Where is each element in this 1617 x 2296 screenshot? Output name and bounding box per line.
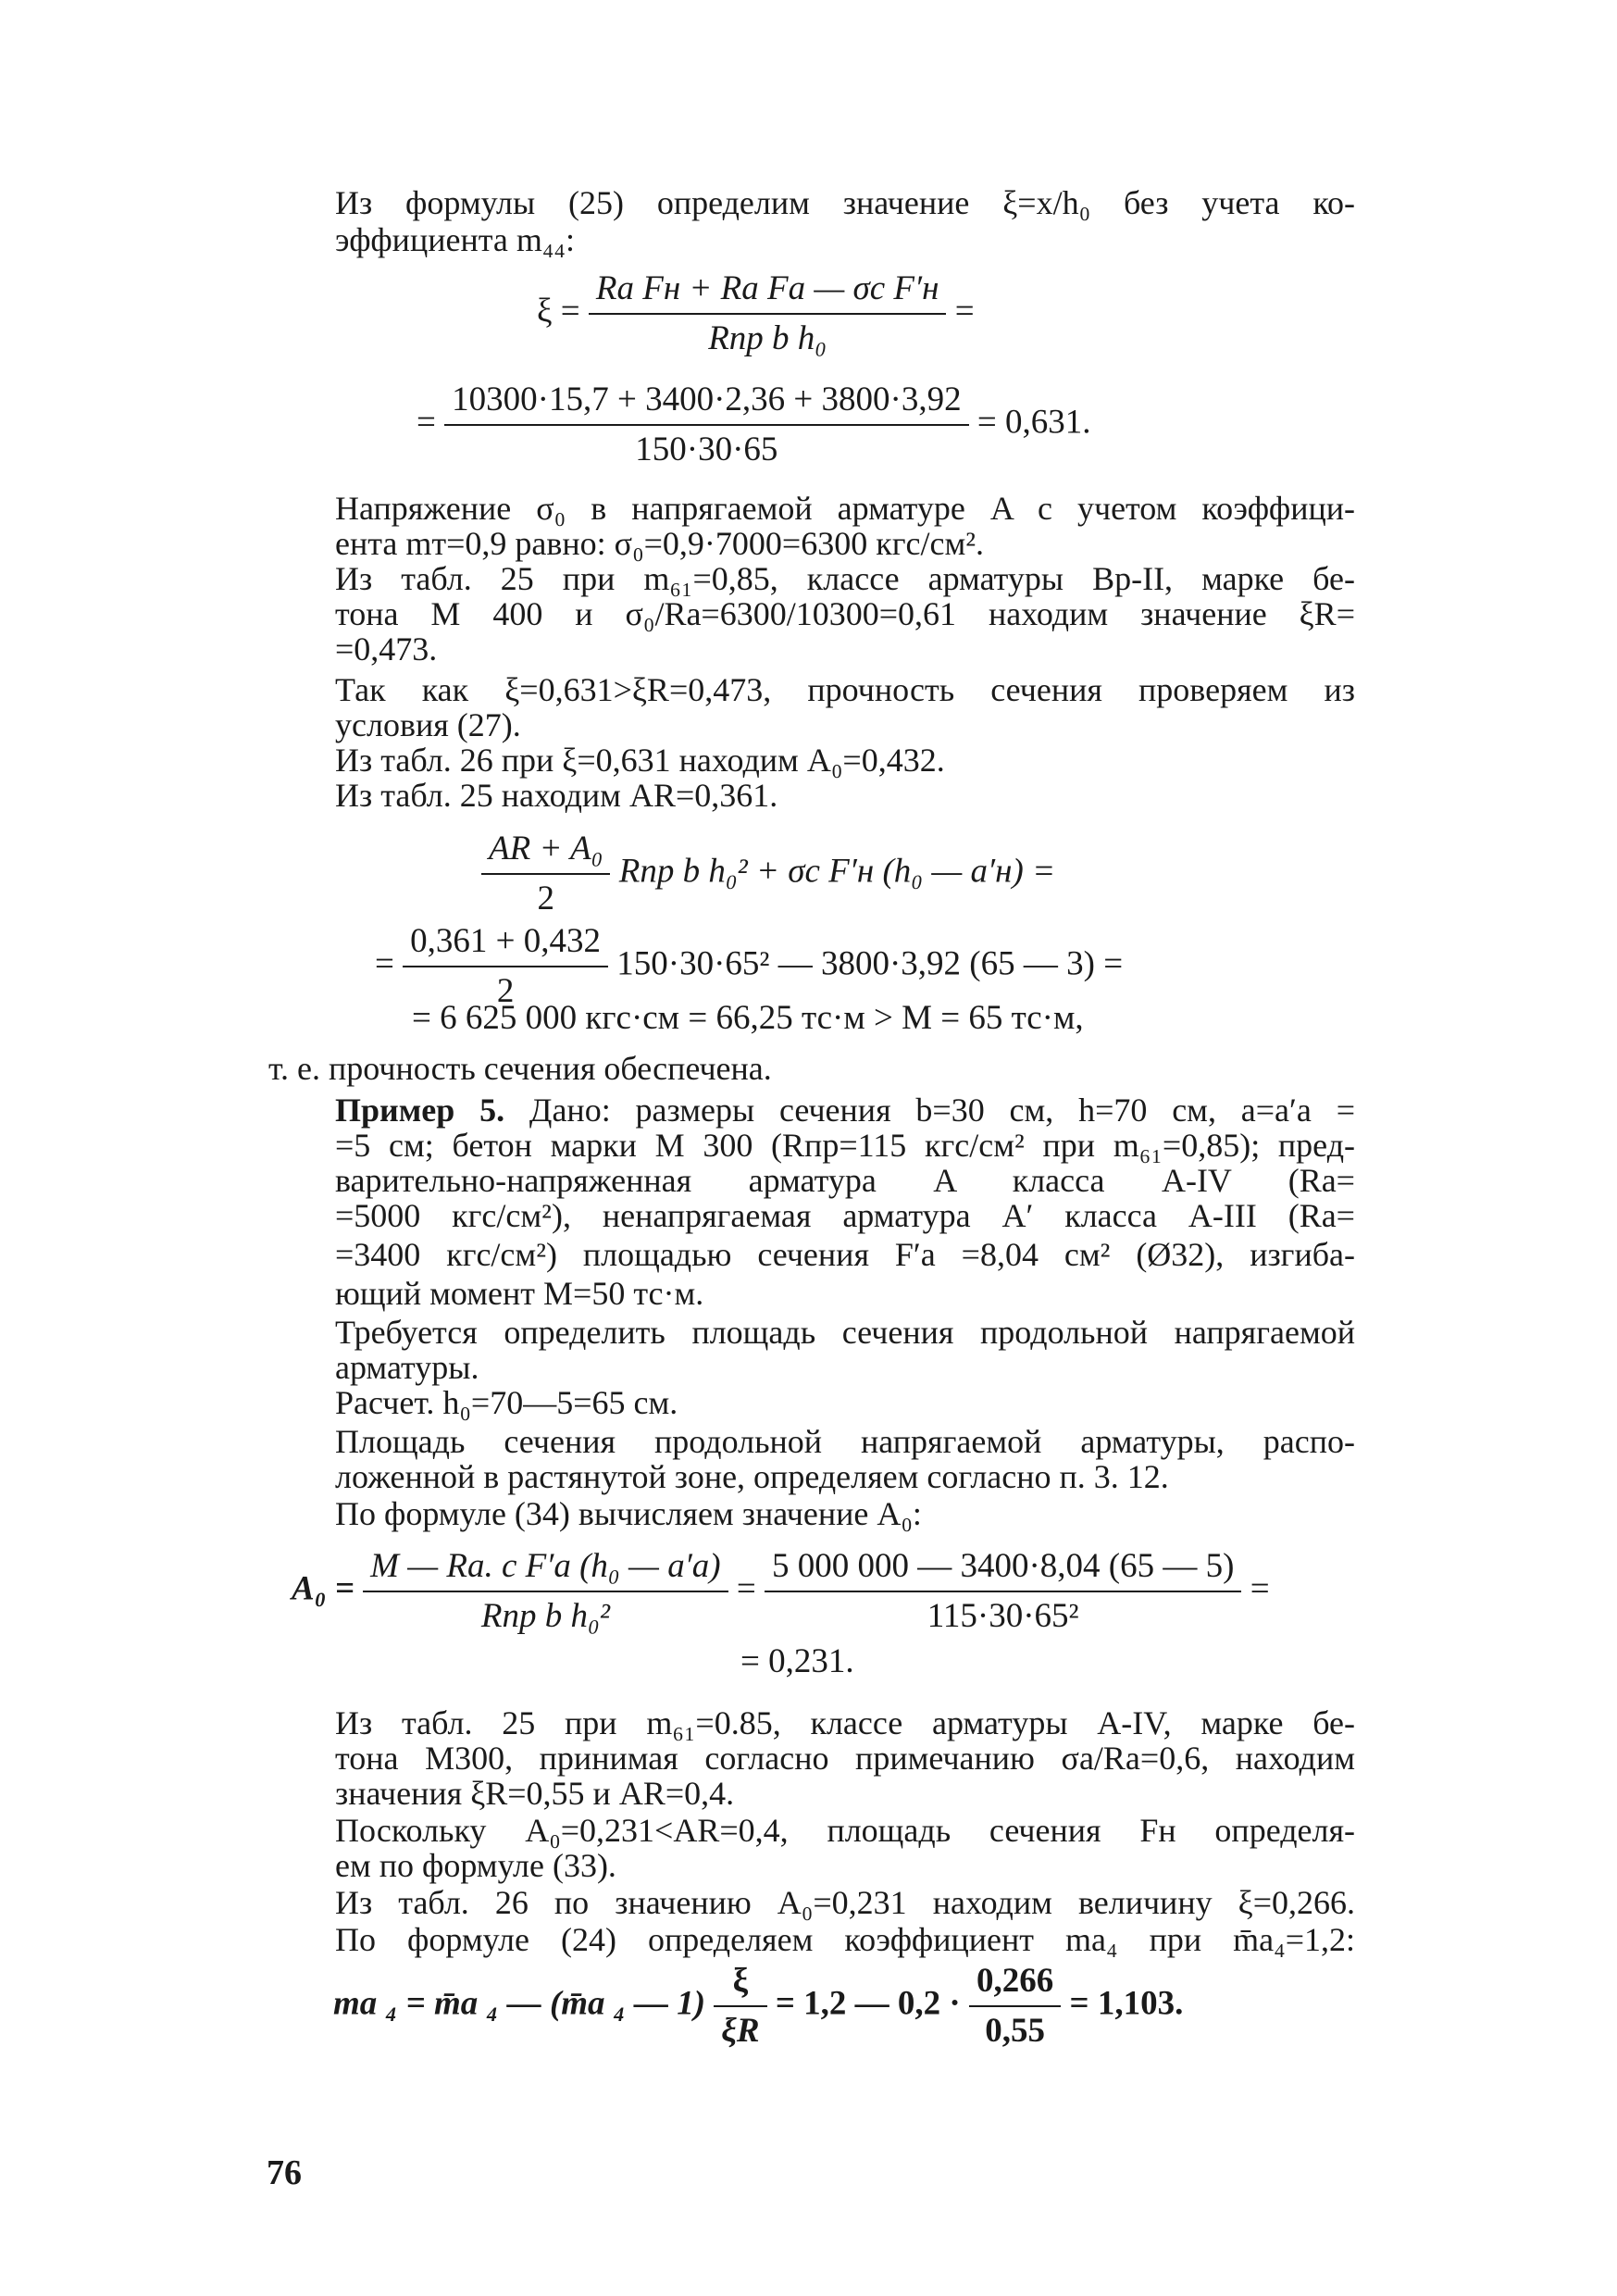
formula-mid: = [736, 1569, 756, 1608]
text-line: ента mт=0,9 равно: σ₀=0,9·7000=6300 кгс/см². [335, 525, 985, 562]
formula-a0 [292, 1546, 1270, 1637]
text-line: Из формулы (25) определим значение ξ=x/h₀ без учета ко- [335, 184, 1355, 221]
text-line: тона М 400 и σ₀/Rа=6300/10300=0,61 находим значение ξR= [335, 595, 1355, 632]
fraction-denominator: ξR [721, 2012, 760, 2050]
formula-rest: Rпр b h₀² + σс F′н (h₀ — a′н) = [618, 852, 1056, 891]
text-line: Площадь сечения продольной напрягаемой арматуры, распо- [335, 1423, 1355, 1460]
fraction [969, 1961, 1061, 2052]
text-line [335, 1091, 1355, 1129]
text-line: =3400 кгс/см²) площадью сечения F′а =8,04 см² (Ø32), изгиба- [335, 1236, 1355, 1273]
formula-lhs: mа ₄ = m̄а ₄ — (m̄а ₄ — 1) [333, 1984, 706, 2023]
text-line: Поскольку A₀=0,231<AR=0,4, площадь сечения Fн определя- [335, 1812, 1355, 1849]
fraction-numerator: 10300·15,7 + 3400·2,36 + 3800·3,92 [444, 380, 968, 426]
formula-xi-numeric [417, 380, 1090, 470]
fraction-denominator: 150·30·65 [635, 430, 778, 468]
formula-rest: 150·30·65² — 3800·3,92 (65 — 3) = [616, 944, 1124, 983]
fraction [765, 1546, 1241, 1637]
text-line: =5 см; бетон марки М 300 (Rпр=115 кгс/см² при m₆₁=0,85); пред- [335, 1127, 1355, 1164]
formula-mid: = 1,2 — 0,2 · [775, 1984, 961, 2023]
text-line: Из табл. 26 при ξ=0,631 находим A₀=0,432. [335, 742, 945, 779]
fraction [363, 1546, 728, 1637]
text-line: ложенной в растянутой зоне, определяем согласно п. 3. 12. [335, 1458, 1169, 1495]
fraction-denominator: Rпр b h₀² [480, 1597, 610, 1635]
text-line: Из табл. 26 по значению A₀=0,231 находим величину ξ=0,266. [335, 1884, 1355, 1921]
text-line: По формуле (24) определяем коэффициент mа₄ при m̄а₄=1,2: [335, 1921, 1355, 1958]
fraction-numerator: 0,361 + 0,432 [403, 921, 608, 967]
text-line: значения ξR=0,55 и AR=0,4. [335, 1775, 735, 1812]
text-line: арматуры. [335, 1349, 479, 1386]
example-title: Пример 5. [335, 1092, 505, 1129]
fraction-numerator: Rа Fн + Rа Fа — σс F′н [589, 268, 947, 315]
fraction-numerator: ξ [714, 1961, 766, 2007]
fraction [444, 380, 968, 470]
formula-a0-result: = 0,231. [740, 1642, 854, 1680]
text-line: Из табл. 25 при m₆₁=0,85, классе арматуры Вр-II, марке бе- [335, 560, 1355, 597]
text-line: =0,473. [335, 630, 438, 668]
formula-ma4 [333, 1961, 1183, 2052]
text-line: ем по формуле (33). [335, 1847, 616, 1884]
fraction-numerator: AR + A₀ [481, 829, 610, 875]
text-line: эффициента m₄₄: [335, 221, 575, 258]
formula-lhs: A₀ = [292, 1569, 354, 1608]
fraction-denominator: Rпр b h₀ [708, 319, 827, 357]
fraction-denominator: 2 [496, 972, 515, 1010]
formula-lhs: ξ = [537, 292, 580, 331]
formula-result: = 0,631. [976, 403, 1091, 442]
text-line: тона М300, принимая согласно примечанию σа/Rа=0,6, находим [335, 1740, 1355, 1777]
formula-lead: = [417, 403, 436, 442]
text-line: условия (27). [335, 706, 521, 743]
text-span: Дано: размеры сечения b=30 см, h=70 см, a=a′а = [504, 1092, 1355, 1129]
fraction [714, 1961, 766, 2052]
formula-lead: = [375, 944, 394, 983]
text-line: Напряжение σ₀ в напрягаемой арматуре A с учетом коэффици- [335, 490, 1355, 527]
text-line: Из табл. 25 при m₆₁=0.85, классе арматуры A-IV, марке бе- [335, 1704, 1355, 1741]
fraction [481, 829, 610, 919]
text-line: По формуле (34) вычисляем значение A₀: [335, 1495, 922, 1532]
formula-strength-check [481, 829, 1055, 919]
formula-tail: = [954, 292, 975, 331]
fraction-denominator: 2 [537, 880, 554, 917]
fraction-numerator: 5 000 000 — 3400·8,04 (65 — 5) [765, 1546, 1241, 1592]
text-line: Из табл. 25 находим AR=0,361. [335, 777, 778, 814]
text-line: варительно-напряженная арматура A класса A-IV (Rа= [335, 1162, 1355, 1199]
page-number: 76 [267, 2153, 302, 2192]
fraction-denominator: 0,55 [985, 2012, 1046, 2050]
fraction [589, 268, 947, 359]
text-line: Расчет. h₀=70—5=65 см. [335, 1384, 678, 1421]
text-line: =5000 кгс/см²), ненапрягаемая арматура A′ класса A-III (Rа= [335, 1197, 1355, 1234]
fraction-denominator: 115·30·65² [927, 1597, 1079, 1635]
fraction-numerator: M — Rа. с F′а (h₀ — a′а) [363, 1546, 728, 1592]
formula-strength-result: = 6 625 000 кгс·см = 66,25 тс·м > M = 65 тс·м, [412, 999, 1084, 1037]
formula-tail: = [1250, 1569, 1270, 1608]
text-line: ющий момент M=50 тс·м. [335, 1275, 704, 1312]
formula-result: = 1,103. [1069, 1984, 1184, 2023]
text-line: Так как ξ=0,631>ξR=0,473, прочность сечения проверяем из [335, 671, 1355, 708]
fraction-numerator: 0,266 [969, 1961, 1061, 2007]
formula-xi [537, 268, 975, 359]
text-line: т. е. прочность сечения обеспечена. [268, 1050, 772, 1087]
text-line: Требуется определить площадь сечения продольной напрягаемой [335, 1314, 1355, 1351]
